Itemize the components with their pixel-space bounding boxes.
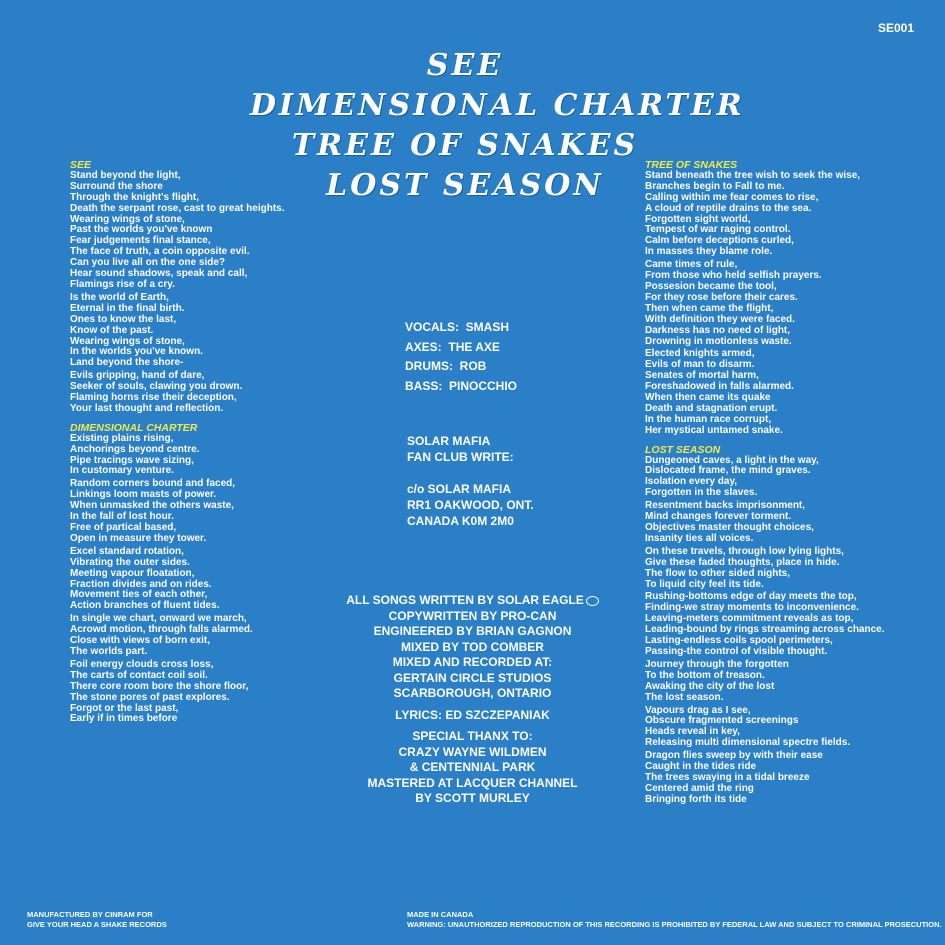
lyric-line: For they rose before their cares. xyxy=(645,291,798,303)
band-name: THE AXE xyxy=(448,339,500,354)
credit-line: & CENTENNIAL PARK xyxy=(409,760,536,774)
lyric-line: Dragon flies sweep by with their ease xyxy=(645,750,823,762)
lyric-line: Surround the shore xyxy=(70,180,163,192)
lyrics-stanza xyxy=(70,434,315,478)
band-lineup xyxy=(405,318,517,396)
footer-line: GIVE YOUR HEAD A SHAKE RECORDS xyxy=(27,920,167,929)
lyric-line: Calm before deceptions curled, xyxy=(645,235,794,247)
fan-club-address xyxy=(407,433,534,529)
lyric-line: Seeker of souls, clawing you drown. xyxy=(70,381,243,393)
lyric-line: Early if in times before xyxy=(70,713,178,725)
lyric-line: The trees swaying in a tidal breeze xyxy=(645,771,810,783)
lyric-line: Death the serpant rose, cast to great heights. xyxy=(70,202,285,214)
lyric-line: In single we chart, onward we march, xyxy=(70,613,247,625)
lyric-line: Wearing wings of stone, xyxy=(70,213,185,225)
band-name: ROB xyxy=(459,359,487,373)
fan-club-line: SOLAR MAFIA xyxy=(407,434,491,448)
lyric-line: Eternal in the final birth. xyxy=(70,302,185,314)
credit-line: MIXED AND RECORDED AT: xyxy=(392,655,553,669)
lyrics-stanza xyxy=(70,371,315,415)
band-member xyxy=(405,357,517,377)
lyrics-heading: LOST SEASON xyxy=(645,443,721,456)
lyric-line: Drowning in motionless waste. xyxy=(645,335,792,347)
lyric-line: Forgotten in the slaves. xyxy=(645,487,758,499)
footer-line: MADE IN CANADA xyxy=(407,910,474,919)
lyric-line: When then came its quake xyxy=(645,392,771,404)
lyric-line: Fear judgements final stance, xyxy=(70,235,211,247)
lyric-line: Fraction divides and on rides. xyxy=(70,578,212,590)
lyric-line: Leaving-meters commitment reveals as top, xyxy=(645,613,854,625)
lyric-line: The flow to other sided nights, xyxy=(645,567,790,579)
lyric-line: Land beyond the shore- xyxy=(70,357,184,369)
credit-line: CRAZY WAYNE WILDMEN xyxy=(398,744,547,759)
band-role: VOCALS: xyxy=(405,320,459,334)
manufacturer-note xyxy=(27,910,167,930)
lyric-line: Finding-we stray moments to inconvenience. xyxy=(645,602,859,614)
lyric-line: Existing plains rising, xyxy=(70,432,174,444)
lyric-line: Flamings rise of a cry. xyxy=(70,278,175,290)
lyrics-stanza xyxy=(645,456,935,500)
lyric-line: Ones to know the last, xyxy=(70,313,177,325)
lyric-line: Tempest of war raging control. xyxy=(645,224,791,236)
lyric-line: Through the knight's flight, xyxy=(70,191,200,203)
lyric-line: Rushing-bottoms edge of day meets the top, xyxy=(645,591,857,603)
lyrics-stanza xyxy=(645,751,935,806)
lyric-line: Past the worlds you've known xyxy=(70,224,213,236)
lyric-line: Evils of man to disarm. xyxy=(645,359,755,371)
band-name: SMASH xyxy=(465,320,510,334)
band-member xyxy=(405,377,517,397)
lyric-line: Pipe tracings wave sizing, xyxy=(70,454,194,466)
lyric-line: Resentment backs imprisonment, xyxy=(645,500,806,512)
lyrics-stanza xyxy=(70,614,315,658)
footer-line: WARNING: UNAUTHORIZED REPRODUCTION OF THIS RECORDING IS PROHIBITED BY FEDERAL LAW AND SUBJECT TO CRIMINAL PROSECUTION. xyxy=(407,920,942,929)
credit-line: SCARBOROUGH, ONTARIO xyxy=(393,686,552,700)
credit-line: COPYWRITTEN BY PRO-CAN xyxy=(388,608,557,623)
lyric-line: Close with views of born exit, xyxy=(70,635,211,647)
lyric-line: Death and stagnation erupt. xyxy=(645,402,778,414)
lyric-line: The lost season. xyxy=(645,691,724,703)
fan-club-line: RR1 OAKWOOD, ONT. xyxy=(407,498,534,512)
lyric-line: In customary venture. xyxy=(70,465,174,477)
lyric-line: Wearing wings of stone, xyxy=(70,335,185,347)
title-tree-of-snakes: TREE OF SNAKES xyxy=(291,128,639,163)
legal-warning xyxy=(407,910,942,930)
lyrics-heading: TREE OF SNAKES xyxy=(645,159,738,171)
lyric-line: Free of partical based, xyxy=(70,522,177,533)
lyric-line: Open in measure they tower. xyxy=(70,532,207,544)
lyric-line: Foil energy clouds cross loss, xyxy=(70,658,214,670)
lyrics-stanza xyxy=(70,547,315,612)
lyric-line: Random corners bound and faced, xyxy=(70,478,236,490)
lyric-line: Isolation every day, xyxy=(645,476,738,488)
lyric-line: Meeting vapour floatation, xyxy=(70,567,195,579)
lyric-line: Leading-bound by rings streaming across chance. xyxy=(645,624,885,636)
lyrics-stanza xyxy=(645,171,935,258)
lyric-line: Your last thought and reflection. xyxy=(70,402,224,414)
lyrics-stanza xyxy=(70,660,315,725)
lyric-line: Hear sound shadows, speak and call, xyxy=(70,268,248,280)
lyric-line: The face of truth, a coin opposite evil. xyxy=(70,246,250,258)
lyric-line: Elected knights armed, xyxy=(645,348,755,360)
lyric-line: Can you live all on the one side? xyxy=(70,257,226,269)
lyrics-stanza xyxy=(645,660,935,704)
lyric-line: Is the world of Earth, xyxy=(70,291,169,303)
lyric-line: Possesion became the tool, xyxy=(645,280,777,292)
lyric-line: Anchorings beyond centre. xyxy=(70,443,200,455)
lyric-line: Awaking the city of the lost xyxy=(645,680,775,692)
fan-club-line: c/o SOLAR MAFIA xyxy=(407,482,511,496)
fan-club-line xyxy=(407,465,534,481)
lyric-line: There core room bore the shore floor, xyxy=(70,680,249,692)
lyric-line: Forgot or the last past, xyxy=(70,702,179,714)
title-lost-season: LOST SEASON xyxy=(326,168,604,203)
lyric-line: Give these faded thoughts, place in hide. xyxy=(645,556,840,568)
credit-line: ENGINEERED BY BRIAN GAGNON xyxy=(373,624,572,638)
title-see: SEE xyxy=(426,48,504,83)
lyrics-stanza xyxy=(645,501,935,545)
lyric-line: Lasting-endless coils spool perimeters, xyxy=(645,635,833,647)
lyric-line: Mind changes forever torment. xyxy=(645,511,792,523)
catalog-number: SE001 xyxy=(878,21,915,35)
credit-line: MASTERED AT LACQUER CHANNEL xyxy=(367,775,578,790)
credit-line: MIXED BY TOD COMBER xyxy=(401,639,544,654)
production-credits xyxy=(320,593,625,807)
title-dimensional-charter: DIMENSIONAL CHARTER xyxy=(250,88,745,123)
lyrics-stanza xyxy=(645,260,935,347)
lyric-line: Vapours drag as I see, xyxy=(645,704,751,716)
lyric-line: Know of the past. xyxy=(70,324,154,336)
lyrics-heading: SEE xyxy=(70,159,92,171)
lyric-line: Came times of rule, xyxy=(645,259,738,271)
band-role: BASS: xyxy=(405,378,443,393)
lyric-line: Evils gripping, hand of dare, xyxy=(70,370,205,382)
band-role: DRUMS: xyxy=(405,359,453,373)
lyrics-stanza xyxy=(645,706,935,750)
lyric-line: Centered amid the ring xyxy=(645,782,754,794)
footer-line: MANUFACTURED BY CINRAM FOR xyxy=(27,910,153,919)
lyric-line: Objectives master thought choices, xyxy=(645,522,814,533)
lyric-line: A cloud of reptile drains to the sea. xyxy=(645,202,812,214)
band-role: AXES: xyxy=(405,339,442,354)
lyric-line: Branches begin to Fall to me. xyxy=(645,180,785,192)
lyric-line: The worlds part. xyxy=(70,645,148,657)
lyric-line: Heads reveal in key, xyxy=(645,726,740,738)
lyrics-stanza xyxy=(70,293,315,369)
lyric-line: Her mystical untamed snake. xyxy=(645,424,783,436)
fan-club-line: FAN CLUB WRITE: xyxy=(407,450,514,464)
lyrics-stanza xyxy=(70,171,315,291)
lyric-line: Stand beyond the light, xyxy=(70,169,181,181)
fan-club-line: CANADA K0M 2M0 xyxy=(407,514,514,528)
lyrics-stanza xyxy=(70,479,315,544)
lyrics-left-column xyxy=(70,160,315,727)
lyric-line: To liquid city feel its tide. xyxy=(645,578,764,590)
lyric-line: Action branches of fluent tides. xyxy=(70,600,220,612)
lyrics-right-column xyxy=(645,160,935,808)
lyrics-heading: DIMENSIONAL CHARTER xyxy=(70,421,198,434)
lyric-line: The carts of contact coil soil. xyxy=(70,669,208,681)
band-member xyxy=(405,318,517,338)
lyric-line: Stand beneath the tree wish to seek the wise, xyxy=(645,169,861,181)
lyrics-stanza xyxy=(645,547,935,591)
lyric-line: Vibrating the outer sides. xyxy=(70,556,190,568)
lyric-line: In the worlds you've known. xyxy=(70,346,203,358)
lyric-line: Darkness has no need of light, xyxy=(645,324,791,336)
lyric-line: The stone pores of past explores. xyxy=(70,691,230,703)
lyric-line: Caught in the tides ride xyxy=(645,761,757,773)
lyric-line: On these travels, through low lying lights, xyxy=(645,545,844,557)
lyric-line: Insanity ties all voices. xyxy=(645,532,754,544)
lyric-line: Calling within me fear comes to rise, xyxy=(645,191,819,203)
lyric-line: Dungeoned caves, a light in the way, xyxy=(645,454,819,466)
lyrics-stanza xyxy=(645,349,935,436)
lyric-line: Then when came the flight, xyxy=(645,302,774,314)
band-member xyxy=(405,338,517,358)
lyric-line: Senates of mortal harm, xyxy=(645,370,759,382)
lyric-line: Forgotten sight world, xyxy=(645,213,751,225)
lyric-line: Flaming horns rise their deception, xyxy=(70,392,237,404)
lyric-line: Excel standard rotation, xyxy=(70,545,184,557)
lyric-line: Movement ties of each other, xyxy=(70,589,208,601)
lyric-line: Bringing forth its tide xyxy=(645,793,747,805)
lyric-line: Foreshadowed in falls alarmed. xyxy=(645,381,794,393)
lyric-line: From those who held selfish prayers. xyxy=(645,270,822,282)
lyric-line: Journey through the forgotten xyxy=(645,658,789,670)
lyric-line: Dislocated frame, the mind graves. xyxy=(645,465,811,477)
lyric-line: With definition they were faced. xyxy=(645,313,795,325)
lyric-line: When unmasked the others waste, xyxy=(70,500,234,512)
lyric-line: Passing-the control of visible thought. xyxy=(645,645,828,657)
lyric-line: In the human race corrupt, xyxy=(645,413,772,425)
credit-line: ALL SONGS WRITTEN BY SOLAR EAGLE xyxy=(320,593,625,609)
lyrics-stanza xyxy=(645,592,935,657)
credit-line: SPECIAL THANX TO: xyxy=(412,729,533,743)
lyric-line: Linkings loom masts of power. xyxy=(70,489,217,501)
band-name: PINOCCHIO xyxy=(449,378,518,393)
lyric-line: Releasing multi dimensional spectre fields. xyxy=(645,737,851,749)
credit-line: LYRICS: ED SZCZEPANIAK xyxy=(395,707,550,722)
lyric-line: In the fall of lost hour. xyxy=(70,511,174,523)
procan-logo-icon xyxy=(586,596,599,606)
lyric-line: To the bottom of treason. xyxy=(645,669,765,681)
credit-line: GERTAIN CIRCLE STUDIOS xyxy=(393,670,552,685)
credit-line: BY SCOTT MURLEY xyxy=(415,791,530,805)
lyric-line: Acrowd motion, through falls alarmed. xyxy=(70,624,253,636)
lyric-line: Obscure fragmented screenings xyxy=(645,715,799,727)
lyric-line: In masses they blame role. xyxy=(645,246,773,258)
